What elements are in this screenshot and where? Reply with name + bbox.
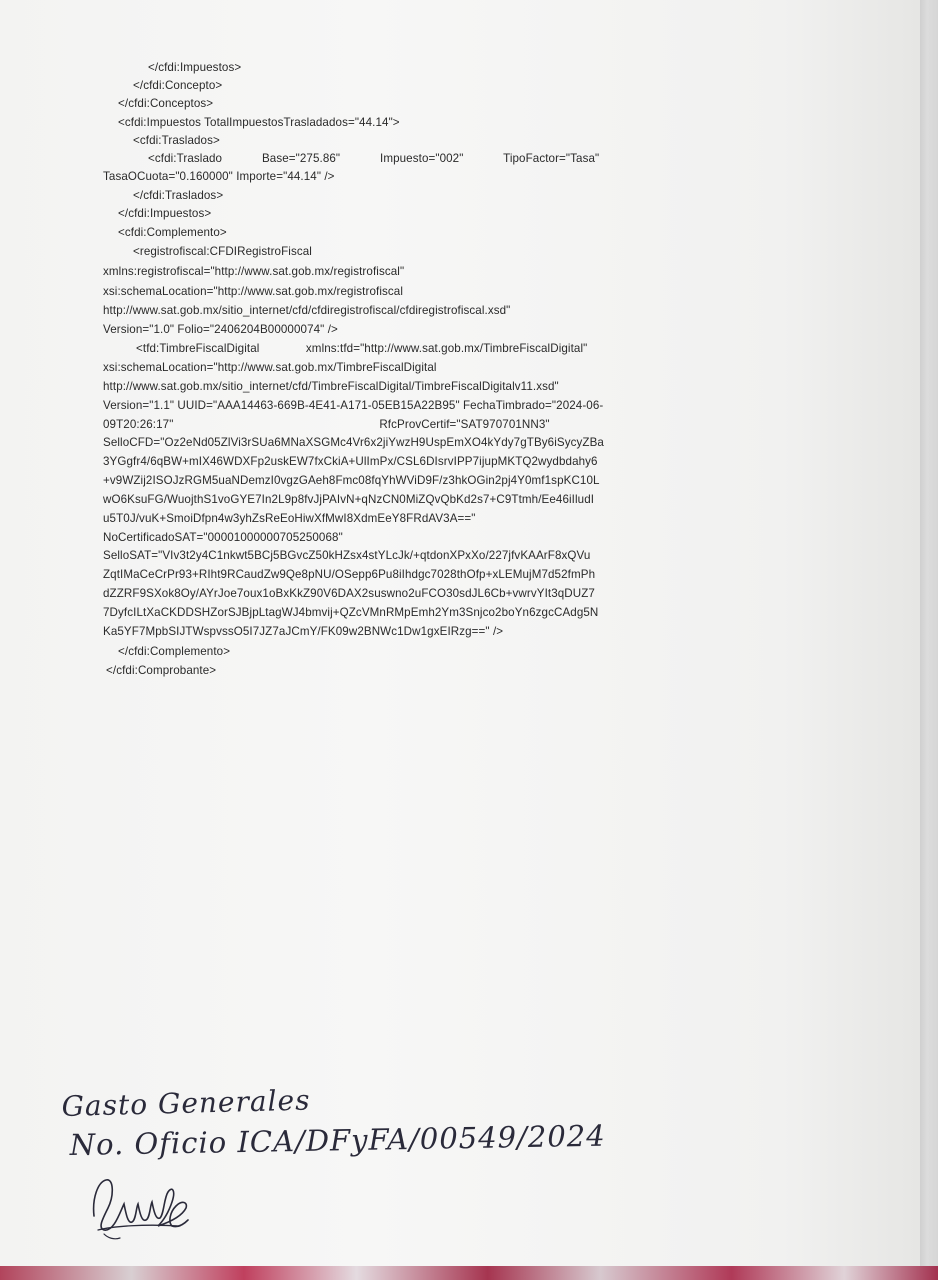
xml-line: 3YGgfr4/6qBW+mIX46WDXFp2uskEW7fxCkiA+UlImPx/CSL6DIsrvIPP7ijupMKTQ2wydbdahy6 — [103, 455, 598, 468]
xml-line: +v9WZij2ISOJzRGM5uaNDemzI0vgzGAeh8Fmc08fqYhWViD9F/z3hkOGin2pj4Y0mf1spKC10L — [103, 474, 600, 487]
xml-line: </cfdi:Conceptos> — [118, 97, 214, 110]
xml-line: u5T0J/vuK+SmoiDfpn4w3yhZsReEoHiwXfMwI8XdmEeY8FRdAV3A==" — [103, 512, 476, 525]
xml-line: <cfdi:Complemento> — [118, 226, 227, 239]
xml-line: <cfdi:Traslado Base="275.86" Impuesto="002" TipoFactor="Tasa" — [148, 152, 600, 165]
xml-line: Ka5YF7MpbSIJTWspvssO5I7JZ7aJCmY/FK09w2BNWc1Dw1gxEIRzg==" /> — [103, 625, 504, 638]
xml-line: xmlns:registrofiscal="http://www.sat.gob.mx/registrofiscal" — [103, 265, 405, 278]
xml-line: </cfdi:Comprobante> — [106, 664, 217, 677]
xml-line: </cfdi:Concepto> — [133, 79, 223, 92]
xml-line: wO6KsuFG/WuojthS1voGYE7In2L9p8fvJjPAIvN+qNzCN0MiZQvQbKd2s7+C9Ttmh/Ee46iIludI — [103, 493, 595, 506]
xml-line: 09T20:26:17" RfcProvCertif="SAT970701NN3" — [103, 418, 550, 431]
handwritten-note: Gasto Generales — [61, 1083, 311, 1123]
xml-line: 7DyfcILtXaCKDDSHZorSJBjpLtagWJ4bmvij+QZcVMnRMpEmh2Ym3Snjco2boYn6zgcCAdg5N — [103, 606, 599, 619]
signature — [84, 1168, 194, 1246]
page-edge-shadow — [920, 0, 938, 1280]
xml-line: Version="1.0" Folio="2406204B00000074" /> — [103, 323, 338, 336]
xml-line: <cfdi:Traslados> — [133, 134, 220, 147]
handwritten-note: No. Oficio ICA/DFyFA/00549/2024 — [69, 1118, 606, 1162]
xml-line: xsi:schemaLocation="http://www.sat.gob.mx/TimbreFiscalDigital — [103, 361, 437, 374]
xml-line: <registrofiscal:CFDIRegistroFiscal — [133, 245, 312, 258]
xml-line: TasaOCuota="0.160000" Importe="44.14" /> — [103, 170, 335, 183]
background-fabric-strip — [0, 1266, 938, 1280]
xml-line: SelloCFD="Oz2eNd05ZlVi3rSUa6MNaXSGMc4Vr6x2jiYwzH9UspEmXO4kYdy7gTBy6iSycyZBa — [103, 436, 604, 449]
xml-line: Version="1.1" UUID="AAA14463-669B-4E41-A171-05EB15A22B95" FechaTimbrado="2024-06- — [103, 399, 604, 412]
xml-line: </cfdi:Complemento> — [118, 645, 231, 658]
xml-line: http://www.sat.gob.mx/sitio_internet/cfd/cfdiregistrofiscal/cfdiregistrofiscal.xsd" — [103, 304, 511, 317]
xml-line: xsi:schemaLocation="http://www.sat.gob.mx/registrofiscal — [103, 285, 404, 298]
xml-line: </cfdi:Impuestos> — [118, 207, 212, 220]
xml-line: ZqtIMaCeCrPr93+RIht9RCaudZw9Qe8pNU/OSepp6Pu8iIhdgc7028thOfp+xLEMujM7d52fmPh — [103, 568, 596, 581]
xml-line: <cfdi:Impuestos TotalImpuestosTrasladados="44.14"> — [118, 116, 400, 129]
xml-line: dZZRF9SXok8Oy/AYrJoe7oux1oBxKkZ90V6DAX2suswno2uFCO30sdJL6Cb+vwrvYIt3qDUZ7 — [103, 587, 595, 600]
xml-line: NoCertificadoSAT="00001000000705250068" — [103, 531, 343, 544]
xml-line: http://www.sat.gob.mx/sitio_internet/cfd/TimbreFiscalDigital/TimbreFiscalDigitalv11.xsd" — [103, 380, 559, 393]
xml-line: SelloSAT="VIv3t2y4C1nkwt5BCj5BGvcZ50kHZsx4stYLcJk/+qtdonXPxXo/227jfvKAArF8xQVu — [103, 549, 591, 562]
xml-line: </cfdi:Traslados> — [133, 189, 224, 202]
xml-line: </cfdi:Impuestos> — [148, 61, 242, 74]
xml-line: <tfd:TimbreFiscalDigital xmlns:tfd="http://www.sat.gob.mx/TimbreFiscalDigital" — [136, 342, 588, 355]
